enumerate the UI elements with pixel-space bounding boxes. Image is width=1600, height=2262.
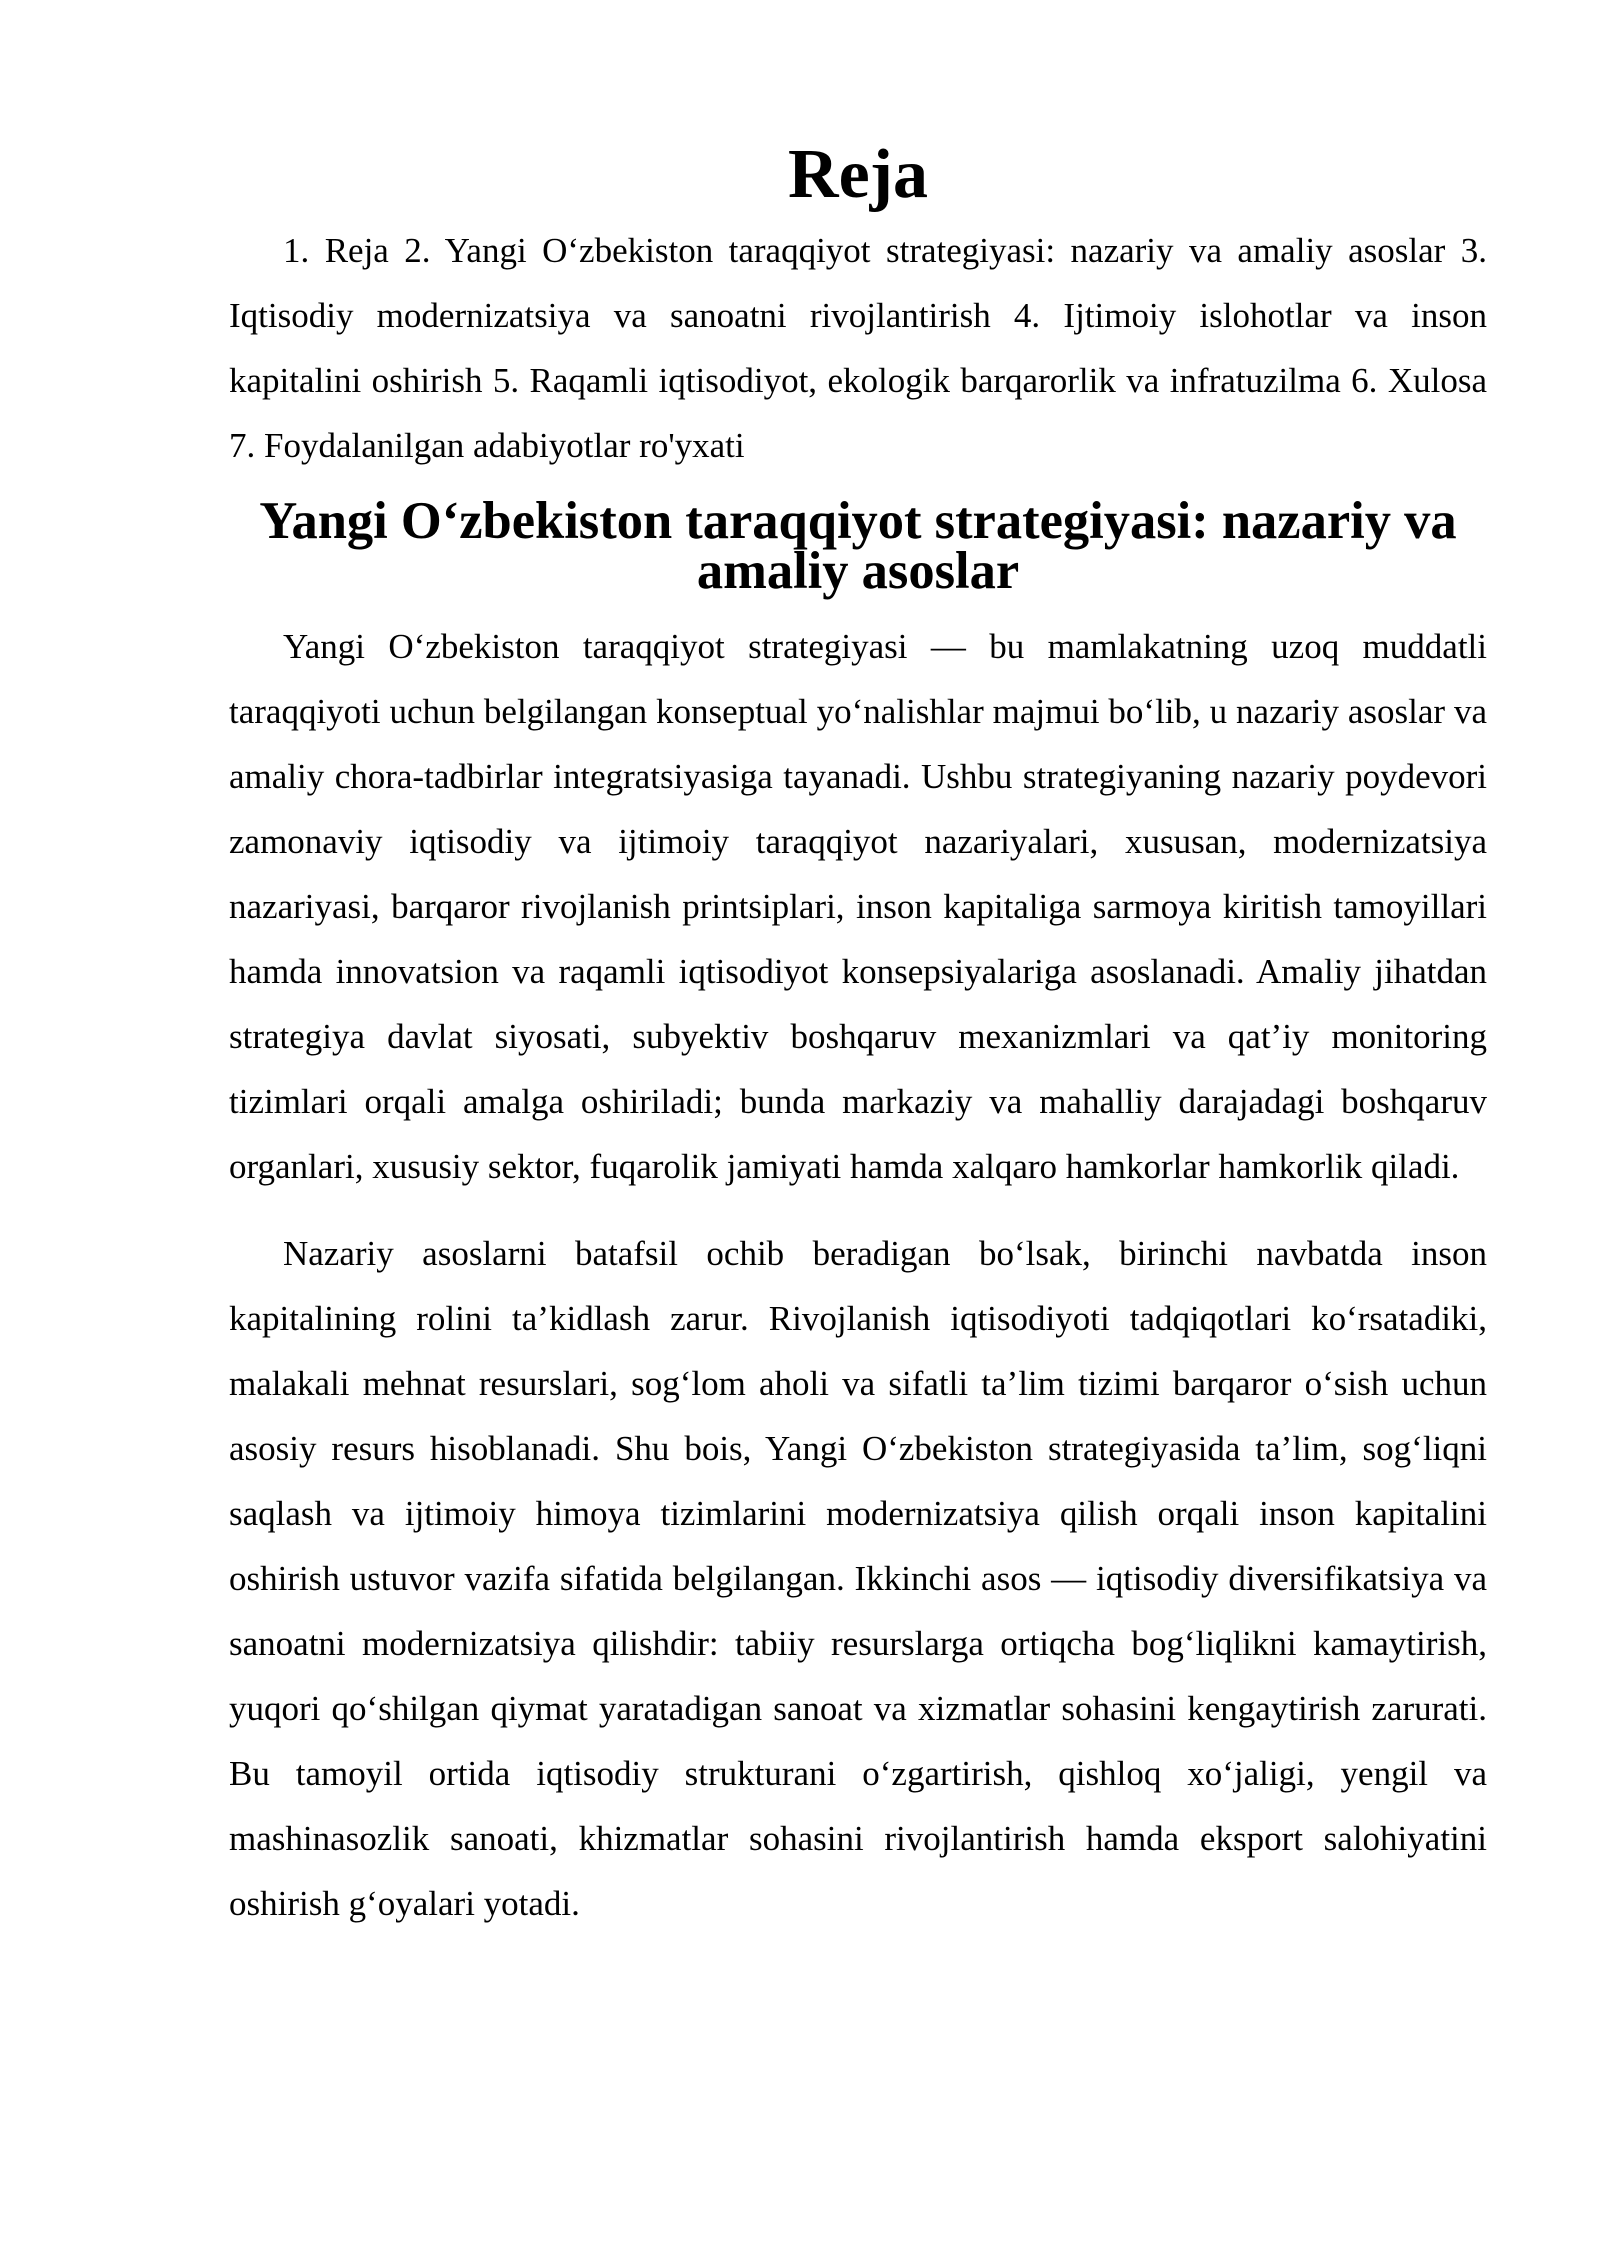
section-heading: Yangi O‘zbekiston taraqqiyot strategiyasi: nazariy va amaliy asoslar [259, 492, 1457, 600]
body-paragraph-1: Yangi O‘zbekiston taraqqiyot strategiyasi — bu mamlakatning uzoq muddatli taraqqiyoti uchun belgilangan konseptual yo‘nalishlar majmui bo‘lib, u nazariy asoslar va amaliy chora-tadbirlar integratsiyasiga tayanadi. Ushbu strategiyaning nazariy poydevori zamonaviy iqtisodiy va ijtimoiy taraqqiyot nazariyalari, xususan, modernizatsiya nazariyasi, barqaror rivojlanish printsiplari, inson kapitaliga sarmoya kiritish tamoyillari hamda innovatsion va raqamli iqtisodiyot konsepsiyalariga asoslanadi. Amaliy jihatdan strategiya davlat siyosati, subyektiv boshqaruv mexanizmlari va qat’iy monitoring tizimlari orqali amalga oshiriladi; bunda markaziy va mahalliy darajadagi boshqaruv organlari, xususiy sektor, fuqarolik jamiyati hamda xalqaro hamkorlar hamkorlik qiladi. [229, 627, 1487, 1186]
body-paragraph-2: Nazariy asoslarni batafsil ochib beradigan bo‘lsak, birinchi navbatda inson kapitalining rolini ta’kidlash zarur. Rivojlanish iqtisodiyoti tadqiqotlari ko‘rsatadiki, malakali mehnat resurslari, sog‘lom aholi va sifatli ta’lim tizimi barqaror o‘sish uchun asosiy resurs hisoblanadi. Shu bois, Yangi O‘zbekiston strategiyasida ta’lim, sog‘liqni saqlash va ijtimoiy himoya tizimlarini modernizatsiya qilish orqali inson kapitalini oshirish ustuvor vazifa sifatida belgilangan. Ikkinchi asos — iqtisodiy diversifikatsiya va sanoatni modernizatsiya qilishdir: tabiiy resurslarga ortiqcha bog‘liqlikni kamaytirish, yuqori qo‘shilgan qiymat yaratadigan sanoat va xizmatlar sohasini kengaytirish zarurati. Bu tamoyil ortida iqtisodiy strukturani o‘zgartirish, qishloq xo‘jaligi, yengil va mashinasozlik sanoati, khizmatlar sohasini rivojlantirish hamda eksport salohiyatini oshirish g‘oyalari yotadi. [229, 1234, 1487, 1923]
page-title: Reja [788, 136, 928, 213]
plan-paragraph: 1. Reja 2. Yangi O‘zbekiston taraqqiyot strategiyasi: nazariy va amaliy asoslar 3. Iqtisodiy modernizatsiya va sanoatni rivojlantirish 4. Ijtimoiy islohotlar va inson kapitalini oshirish 5. Raqamli iqtisodiyot, ekologik barqarorlik va infratuzilma 6. Xulosa 7. Foydalanilgan adabiyotlar ro'yxati [229, 231, 1487, 465]
document-body [229, 136, 1487, 1936]
